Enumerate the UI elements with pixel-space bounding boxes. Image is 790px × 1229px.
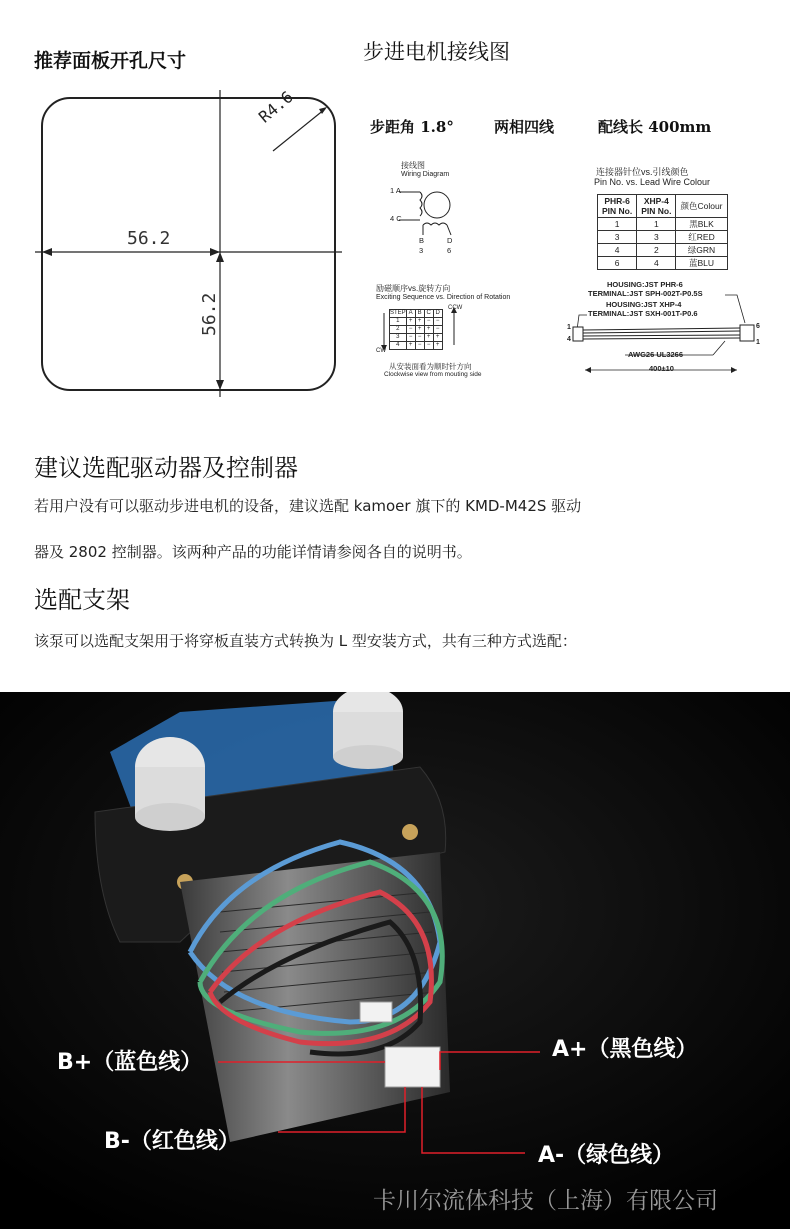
table-cell: − [424,342,433,350]
table-cell: 2 [390,326,407,334]
table-header-cell: B [415,310,424,318]
table-cell: + [433,342,442,350]
table-row [598,257,728,270]
pin-label-d-number: 6 [447,246,452,255]
table-cell: + [415,318,424,326]
height-dimension-label: 56.2 [199,292,220,336]
cable-right-pin-1: 1 [756,339,760,346]
table-header-cell: 颜色Colour [676,195,727,218]
housing-2: HOUSING:JST XHP-4 [606,300,682,309]
pin-label-b-number: 3 [419,246,424,255]
table-cell: 1 [637,218,676,231]
pin-colour-table [597,194,728,270]
driver-paragraph-line-1: 若用户没有可以驱动步进电机的设备，建议选配 kamoer 旗下的 KMD-M42S 驱动 [34,497,582,515]
table-cell: 6 [598,257,637,270]
table-cell: − [406,326,415,334]
width-dimension-label: 56.2 [127,228,171,249]
table-cell: − [406,334,415,342]
callout-b-minus: B-（红色线） [104,1129,240,1154]
sequence-caption-en: Clockwise view from mouting side [384,371,482,378]
callout-a-plus: A+（黑色线） [552,1037,698,1062]
table-cell: 4 [637,257,676,270]
wiring-diagram-title: 步进电机接线图 [363,40,510,64]
callout-b-plus: B+（蓝色线） [57,1050,203,1075]
panel-cutout-drawing [30,85,350,400]
table-cell: + [433,334,442,342]
table-cell: 1 [390,318,407,326]
pin-label-c: 4 C [390,214,402,223]
table-cell: 2 [637,244,676,257]
table-cell: + [406,318,415,326]
table-cell: − [424,318,433,326]
sequence-caption-cn: 从安装面看为顺时针方向 [389,362,472,371]
table-row [598,195,728,218]
watermark: 卡川尔流体科技（上海）有限公司 [373,1188,718,1214]
terminal-2: TERMINAL:JST SXH-001T-P0.6 [588,309,698,318]
table-row [598,218,728,231]
table-row [598,244,728,257]
table-cell: + [406,342,415,350]
driver-heading: 建议选配驱动器及控制器 [34,454,298,482]
sequence-title-cn: 励磁顺序vs.旋转方向 [376,284,451,293]
table-header-cell: A [406,310,415,318]
wire-length: 配线长 400mm [598,118,712,136]
table-cell: 3 [637,231,676,244]
cable-length-label: 400±10 [649,364,674,373]
phase-wire-count: 两相四线 [494,118,555,136]
panel-cutout-title: 推荐面板开孔尺寸 [34,50,187,72]
cw-label: CW [376,348,386,354]
table-header-cell: C [424,310,433,318]
pin-label-d: D [447,236,453,245]
table-cell: 4 [390,342,407,350]
terminal-1: TERMINAL:JST SPH-002T-P0.5S [588,289,703,298]
radius-label: R4.6 [255,87,297,127]
table-cell: 黑BLK [676,218,727,231]
bracket-paragraph: 该泵可以选配支架用于将穿板直装方式转换为 L 型安装方式，共有三种方式选配： [34,632,577,650]
table-cell: + [424,326,433,334]
table-cell: − [415,334,424,342]
table-cell: − [415,342,424,350]
ccw-label: CCW [448,305,463,311]
table-header-cell: PHR-6 PIN No. [598,195,637,218]
table-row [598,231,728,244]
table-header-cell: STEP [390,310,406,316]
table-header-cell: XHP-4 PIN No. [637,195,676,218]
rotation-arrows [376,305,466,360]
sequence-title-en: Exciting Sequence vs. Direction of Rotation [376,294,511,301]
table-cell: 1 [598,218,637,231]
table-cell: 红RED [676,231,727,244]
table-cell: 3 [390,334,407,342]
driver-paragraph-line-2: 器及 2802 控制器。该两种产品的功能详情请参阅各自的说明书。 [34,543,472,561]
product-photo [0,692,790,1229]
pin-table-title-en: Pin No. vs. Lead Wire Colour [594,177,711,187]
cable-right-pin-6: 6 [756,323,760,330]
table-header-cell: D [433,310,442,318]
awg-label: AWG26 UL3266 [628,350,684,359]
bracket-heading: 选配支架 [34,586,130,614]
cable-left-pin-4: 4 [567,336,571,343]
wiring-diagram-label-cn: 接线图 [401,161,425,170]
table-cell: + [424,334,433,342]
pin-table-title-cn: 连接器针位vs.引线颜色 [596,167,689,177]
wiring-diagram-label-en: Wiring Diagram [401,171,450,178]
table-cell: − [433,326,442,334]
housing-1: HOUSING:JST PHR-6 [607,280,683,289]
table-cell: − [433,318,442,326]
table-cell: 4 [598,244,637,257]
table-cell: + [415,326,424,334]
cable-left-pin-1: 1 [567,324,571,331]
callout-a-minus: A-（绿色线） [538,1143,675,1168]
step-angle: 步距角 1.8° [370,118,454,136]
pin-label-a: 1 A [390,186,401,195]
pin-label-b: B [419,236,425,245]
table-cell: 蓝BLU [676,257,727,270]
table-cell: 绿GRN [676,244,727,257]
table-cell: 3 [598,231,637,244]
